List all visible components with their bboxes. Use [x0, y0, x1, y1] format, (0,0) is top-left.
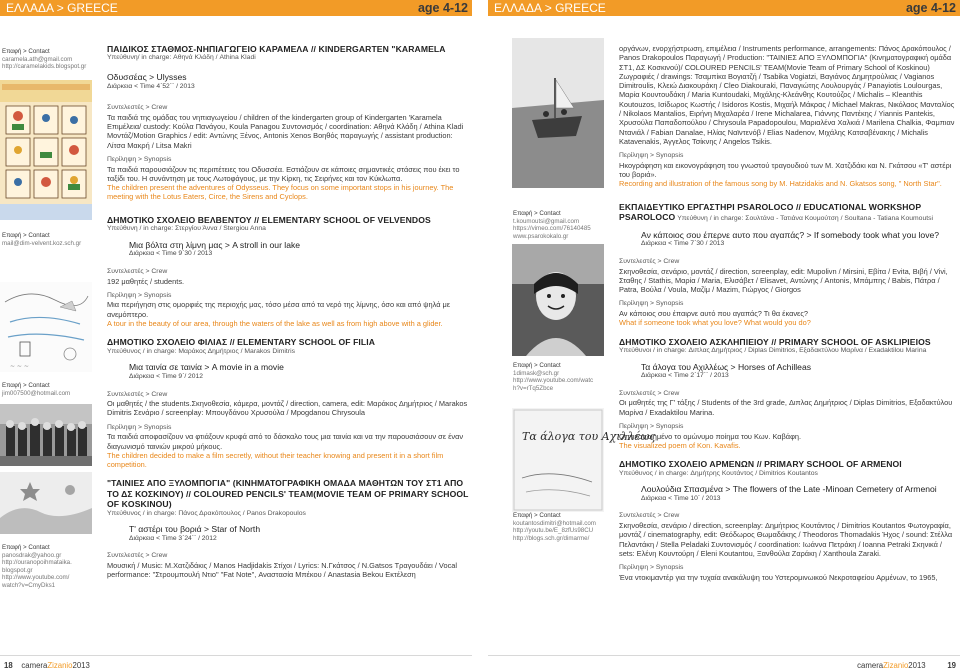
photo-lake-drawing: [0, 282, 92, 372]
film-duration: Διάρκεια < Time 9΄30 / 2013: [129, 250, 213, 258]
contact-url[interactable]: http://ouranopoihmataika.: [2, 559, 72, 567]
synopsis-greek: Τα παιδιά παρουσιάζουν τις περιπέτειες του Οδυσσέα. Εστιάζουν σε κάποιες σημαντικές στάσεις που έκει το ταξίδι του. Η συνάντηση με τους Λωτοφάγους, με την Κίρκη, τις Σειρήνες και τον Κύκλωπα.: [107, 164, 460, 183]
crew-text: Οι μαθητές / the students.Σκηνοθεσία, κάμερα, μοντάζ / direction, camera, edit: Μαράκος Δημήτριος / Marakos Dimitris Σενάριο / screenplay: Μπουγδάνου Χρυσούλα / Mpogdanou Chrysoula: [107, 399, 468, 418]
film-duration: Διάρκεια < Time 4΄52΄΄ / 2013: [107, 82, 195, 90]
contact-url[interactable]: h?v=rTq5Zbce: [513, 384, 554, 392]
synopsis-english: The visualized poem of Kon. Kavafis.: [619, 440, 741, 450]
contact-url[interactable]: https://vimeo.com/76140485: [513, 225, 591, 233]
section-responsible: Υπεύθυνοι / in charge: Διπλας Δημήτριος / Diplas Dimitrios, Εξαδακτύλου Μαρίνα / Exadaktilou Marina: [619, 347, 927, 355]
contact-label: Επαφή > Contact: [513, 362, 561, 369]
film-duration: Διάρκεια < Time 9΄/ 2012: [129, 372, 203, 380]
section-title-cont: PSAROLOCO: [619, 212, 676, 223]
crew-text: Σκηνοθεσία, σενάριο / direction, screenplay: Δημήτριος Κουτάντος / Dimitrios Koutantos Φωτογραφία, μοντάζ / cinematography, edit: Θεόδωρος Θωμαδάκης / Theodoros Thomadakis Ήχος / sound: Στέλλα Πελαντάκη / Stella Peladaki Συντονισμός / coordination: Ιωάννα Πετράκη / Ioanna Petraki Σκηνικά / sets: Ελένη Κουντούρη / Eleni Koutantou, Ξανθούλα Ζαράκη / Xanthoula Zaraki.: [619, 520, 953, 558]
header-band-left: [0, 0, 472, 16]
synopsis-label: Περίληψη > Synopsis: [619, 564, 684, 572]
crew-label: Συντελεστές > Crew: [107, 390, 168, 398]
film-duration: Διάρκεια < Time 2΄17΄΄ / 2013: [641, 372, 729, 380]
footer-left: [4, 659, 90, 672]
brand-zizanio: Zizanio: [883, 661, 909, 670]
crew-text-continued: οργάνων, ενορχήστρωση, επιμέλεια / Instruments performance, arrangements: Πάνος Δρακόπουλος / Panos Drakopoulos Παραγωγή / Production: "ΤΑΙΝΙΕΣ ΑΠΟ ΞΥΛΟΜΠΟΓΙΑ" (Κινηματογραφική ομάδα ΣΤ1, ΔΣ Κοσκινού)/ COLOURED PENCILS' TEAM(Movie Team of Primary School of Koskinou) Ζωγραφιές / drawings: Τσαμπίκα Βογιατζή / Tsabika Vogiatzi, Βαγιάνος Δημητρούλιας / Vagianos Dimitroulis, Κλειώ Διακουράκη / Cleo Diakouraki, Παναγιώτης Λουλουργάς / Panayiotis Loulourgas, Μαρία Κουντουδάκη / Maria Kuntoudaki, Μιχάλης-Κλεάνθης Κουτούζος / Michalis – Kleanthis Koutouzos, Ισίδωρος Κωστής / Isidoros Kostis, Μιχαήλ Μάκρας / Michael Makras, Νικόλαος Μανταλίος / Nikolaos Mantalios, Ειρήνη Μιχαλαρέα / Irene Michalarea, Γιάννης Παντέκης / Yiannis Pantekis, Χρυσούλα Παπαδοπούλου / Chrysoula Papadopoulou, Μαριαλένα Χαλκιά / Marilena Chalkia, Φαμπιαν Ντανιάλ / Fabian Danalae, Ηλίας Ναϊντενόβ / Elias Nadenov, Μιχάλης Κατσαβένακης / Michalis Katavenakis, Άγγελος Τσίκνης / Angelos Tsikis.: [619, 44, 955, 146]
section-responsible: Υπεύθυνος / in charge: Πάνος Δρακόπουλος / Panos Drakopoulos: [107, 509, 306, 517]
svg-text:~ ~ ~: ~ ~ ~: [10, 363, 29, 370]
brand-zizanio: Zizanio: [47, 661, 73, 670]
page-number-left: 18: [4, 661, 13, 670]
contact-url[interactable]: http://blogs.sch.gr/dimarme/: [513, 534, 590, 542]
contact-block-7: [513, 512, 607, 542]
synopsis-greek: Τα παιδιά αποφασίζουν να φτιάξουν κρυφά από το δάσκαλο τους μια ταινία και να την παρουσιάσουν σε έναν διαγωνισμό ταινιών μικρού μήκους.: [107, 432, 464, 451]
right-main-column: [619, 44, 957, 582]
film-title: Οδυσσέας > Ulysses: [107, 72, 187, 82]
synopsis-english: The children decided to make a film secretly, without their teacher knowing and present it in a short film competition.: [107, 450, 444, 470]
crew-text: Μουσική / Music: Μ.Χατζιδάκις / Manos Hadjidakis Στίχοι / Lyrics: Ν.Γκάτσος / N.Gatsos Τραγουδάει / Vocal performance: "Στρουμπουλή Ντιο" "Fat Note", Αναστασία Μπέκου / Anastasia Bekou Εκτέλεση: [107, 561, 458, 580]
film-title: Λουλούδια Σπασμένα > The flowers of the Late -Minoan Cemetery of Armenoi: [641, 484, 937, 495]
crew-label: Συντελεστές > Crew: [107, 104, 168, 112]
section-title: "ΤΑΙΝΙΕΣ ΑΠΟ ΞΥΛΟΜΠΟΓΙΑ" (ΚΙΝΗΜΑΤΟΓΡΑΦΙΚΗ ΟΜΑΔΑ ΜΑΘΗΤΩΝ ΤΟΥ ΣΤ1 ΑΠΟ ΤΟ ΔΣ ΚΟΣΚΙΝΟΥ) // COLOURED PENCILS' TEAM(MOVIE TEAM OF PRIMARY SCHOOL OF KOSKINOU): [107, 478, 469, 510]
crew-label: Συντελεστές > Crew: [619, 512, 680, 520]
synopsis-greek: Οπτικοποιημένο το ομώνυμο ποίημα του Κων. Καβάφη.: [619, 431, 802, 441]
crew-text: Οι μαθητές της Γ' τάξης / Students of the 3rd grade, Διπλας Δημήτριος / Diplas Dimitrios, Εξαδακτύλου Μαρίνα / Exadaktilou Marina.: [619, 398, 953, 417]
synopsis-label: Περίληψη > Synopsis: [619, 152, 684, 160]
film-duration: Διάρκεια < Time 3΄24΄΄ / 2012: [129, 534, 217, 542]
crew-label: Συντελεστές > Crew: [619, 389, 680, 397]
contact-label: Επαφή > Contact: [513, 210, 561, 217]
brand-year: 2013: [908, 661, 926, 670]
photo-star-drawing: [0, 472, 92, 534]
synopsis-greek: Ηκογράφηση και εικονογράφηση του γνωστού τραγουδιού των Μ. Χατζιδάκι και Ν. Γκάτσου «Τ' αστέρι του βοριά».: [619, 160, 952, 180]
section-responsible: Υπεύθυνος / in charge: Μαράκος Δημήτριος / Marakos Dimitris: [107, 347, 295, 355]
synopsis-english: A tour in the beauty of our area, through the waters of the lake as well as from high above with a glider.: [107, 319, 443, 329]
photo-filia-group: [0, 404, 92, 466]
brand-year: 2013: [72, 661, 90, 670]
contact-url[interactable]: watch?v=CmyDks1: [2, 581, 56, 589]
header-band-right: [488, 0, 960, 16]
synopsis-english: Recording and illustration of the famous song by M. Hatzidakis and N. Gkatsos song, " North Star".: [619, 179, 942, 189]
photo-psaroloco-boat: [512, 38, 604, 188]
contact-url[interactable]: http://caramelakids.blogspot.gr: [2, 63, 87, 71]
contact-url[interactable]: http://www.youtube.com/: [2, 574, 70, 582]
section-title: ΔΗΜΟΤΙΚΟ ΣΧΟΛΕΙΟ ΒΕΛΒΕΝΤΟΥ // ELEMENTARY SCHOOL OF VELVENDOS: [107, 214, 431, 225]
synopsis-label: Περίληψη > Synopsis: [107, 423, 172, 431]
contact-url[interactable]: http://www.youtube.com/watc: [513, 377, 594, 385]
synopsis-label: Περίληψη > Synopsis: [107, 291, 172, 299]
synopsis-greek: Ένα ντοκιμαντέρ για την τυχαία ανακάλυψη του Υστερομινωικού Νεκροταφείου Αρμένων, το 1965,: [619, 572, 938, 582]
synopsis-greek: Μια περιήγηση στις ομορφιές της περιοχής μας, τόσο μέσα από τα νερό της λίμνης, όσο και από ψηλά με ανεμόπτερο.: [107, 300, 451, 319]
film-title: Τ' αστέρι του βοριά > Star of North: [129, 524, 261, 535]
contact-block-2: [2, 232, 88, 247]
contact-email[interactable]: panosdrak@yahoo.gr: [2, 551, 62, 559]
section-title: ΔΗΜΟΤΙΚΟ ΣΧΟΛΕΙΟ ΦΙΛΙΑΣ // ELEMENTARY SCHOOL OF FILIA: [107, 337, 376, 348]
section-title: ΔΗΜΟΤΙΚΟ ΣΧΟΛΕΙΟ ΑΡΜΕΝΩΝ // PRIMARY SCHOOL OF ARMENOI: [619, 459, 902, 470]
section-responsible: Υπεύθυνη / in charge: Στεργίου Άννα / Stergiou Anna: [107, 225, 266, 233]
film-title: Τα άλογα του Αχιλλέως > Horses of Achilleas: [641, 361, 812, 372]
contact-block-3: [2, 382, 88, 397]
section-title-left: ΕΛΛΑΔΑ > GREECE: [6, 1, 118, 15]
contact-label: Επαφή > Contact: [513, 512, 561, 519]
contact-block-1: [2, 48, 88, 71]
contact-label: Επαφή > Contact: [2, 382, 50, 389]
contact-email[interactable]: t.koumoutsi@gmail.com: [513, 217, 580, 225]
title-card-text: Τα άλογα του Αχιλλέως: [522, 430, 656, 443]
section-responsible: Υπεύθυνη/ in charge: Αθηνά Κλάδη / Athina Kladi: [107, 54, 256, 62]
crew-label: Συντελεστές > Crew: [107, 552, 168, 560]
contact-block-6: [513, 362, 607, 392]
contact-email[interactable]: koutantosdimitri@hotmail.com: [513, 519, 596, 527]
section-title-right: ΕΛΛΑΔΑ > GREECE: [494, 1, 606, 15]
brand-camera: camera: [21, 661, 48, 670]
age-label-right: age 4-12: [905, 1, 956, 15]
contact-email[interactable]: 1dimask@sch.gr: [513, 369, 560, 377]
contact-url[interactable]: http://youtu.be/E_8zfUs98CU: [513, 527, 594, 535]
contact-url[interactable]: www.psarokokalo.gr: [513, 232, 569, 240]
footer-right: [857, 659, 956, 672]
film-title: Μια βόλτα στη λίμνη μας > A stroll in our lake: [129, 239, 301, 250]
contact-label: Επαφή > Contact: [2, 232, 50, 239]
brand-camera: camera: [857, 661, 884, 670]
contact-label: Επαφή > Contact: [2, 48, 50, 55]
contact-email[interactable]: jim007500@hotmail.com: [2, 389, 71, 397]
synopsis-english: The children present the adventures of Odysseus. They focus on some important stops in his journey. The meeting with the Lotus Eaters, Circe, the Sirens and Cyclops.: [107, 183, 454, 202]
left-main-column: [107, 44, 471, 580]
contact-label: Επαφή > Contact: [2, 544, 50, 551]
contact-block-5: [513, 210, 607, 240]
footer-divider-right: [488, 655, 960, 656]
page-number-right: 19: [947, 661, 956, 670]
crew-text: Τα παιδιά της ομάδας του νηπιαγωγείου / children of the kindergarten group of Kindergarten 'Karamela Επιμέλεια/ custody: Κούλα Πανάγου, Koula Panagou Συντονισμός / coordination: Αθηνά Κλάδη / Athina Kladi Μοντάζ/Motion Graphics / edit: Αντώνης Ξένος, Antonis Xenos Βοηθός παραγωγής / assistant production: Λίτσα Μακρή / Litsa Makri: [107, 112, 464, 150]
contact-email[interactable]: mail@dim-velvent.koz.sch.gr: [2, 239, 82, 247]
crew-label: Συντελεστές > Crew: [107, 267, 168, 275]
photo-child-smiling: [512, 244, 604, 356]
contact-block-4: [2, 544, 88, 590]
synopsis-english: What if someone took what you love? What would you do?: [619, 318, 811, 328]
section-title: ΕΚΠΑΙΔΕΥΤΙΚΟ ΕΡΓΑΣΤΗΡΙ PSAROLOCO // EDUCATIONAL WORKSHOP: [619, 201, 922, 212]
section-title: ΔΗΜΟΤΙΚΟ ΣΧΟΛΕΙΟ ΑΣΚΛΗΠΙΕΙΟΥ // PRIMARY SCHOOL OF ASKLIPIEIOS: [619, 336, 931, 347]
synopsis-label: Περίληψη > Synopsis: [107, 155, 172, 163]
crew-label: Συντελεστές > Crew: [619, 257, 680, 265]
contact-url[interactable]: blogspot.gr: [2, 566, 33, 574]
film-title: Μια ταινία σε ταινία > A movie in a movie: [129, 362, 284, 373]
synopsis-label: Περίληψη > Synopsis: [619, 422, 684, 430]
film-title: Αν κάποιος σου έπερνε αυτο που αγαπάς? > If somebody took what you love?: [641, 229, 940, 240]
crew-text: 192 μαθητές / students.: [107, 276, 185, 286]
synopsis-greek: Αν κάποιος σου έπαιρνε αυτό που αγαπάς? Τι θα έκανες?: [619, 309, 809, 319]
section-title: ΠΑΙΔΙΚΟΣ ΣΤΑΘΜΟΣ-ΝΗΠΙΑΓΩΓΕΙΟ ΚΑΡΑΜΕΛΑ // KINDERGARTEN "KARAMELA: [107, 44, 446, 54]
footer-divider-left: [0, 655, 472, 656]
film-duration: Διάρκεια < Time 10΄ / 2013: [641, 494, 721, 502]
crew-text: Σκηνοθεσία, σενάριο, μοντάζ / direction, screenplay, edit: Mupolivn / Mirsini, Εβίτα / Evita, Βιβή / Vivi, Σταθης / Stathis, Μαρία / Maria, Ελισάβετ / Elisavet, Αντώνης / Antonis, Μπάμπης / Babis, Πάτρα / Patra, Βούλα / Voula, Μαζίμ / Mazim, Γιώργος / Giorgos: [619, 266, 948, 295]
synopsis-label: Περίληψη > Synopsis: [619, 300, 684, 308]
contact-email[interactable]: caramela.ath@gmail.com: [2, 55, 73, 63]
age-label-left: age 4-12: [417, 1, 468, 15]
section-responsible: Υπεύθυνη / in charge: Σουλτάνα - Τατιάνα Κουμούτση / Soultana - Tatiana Koumoutsi: [677, 215, 934, 223]
film-duration: Διάρκεια < Time 7΄30 / 2013: [641, 240, 725, 248]
photo-kindergarten-illustration: [0, 80, 92, 220]
section-responsible: Υπεύθυνος / in charge: Δημήτρης Κουτάντος / Dimitrios Koutantos: [619, 469, 818, 477]
